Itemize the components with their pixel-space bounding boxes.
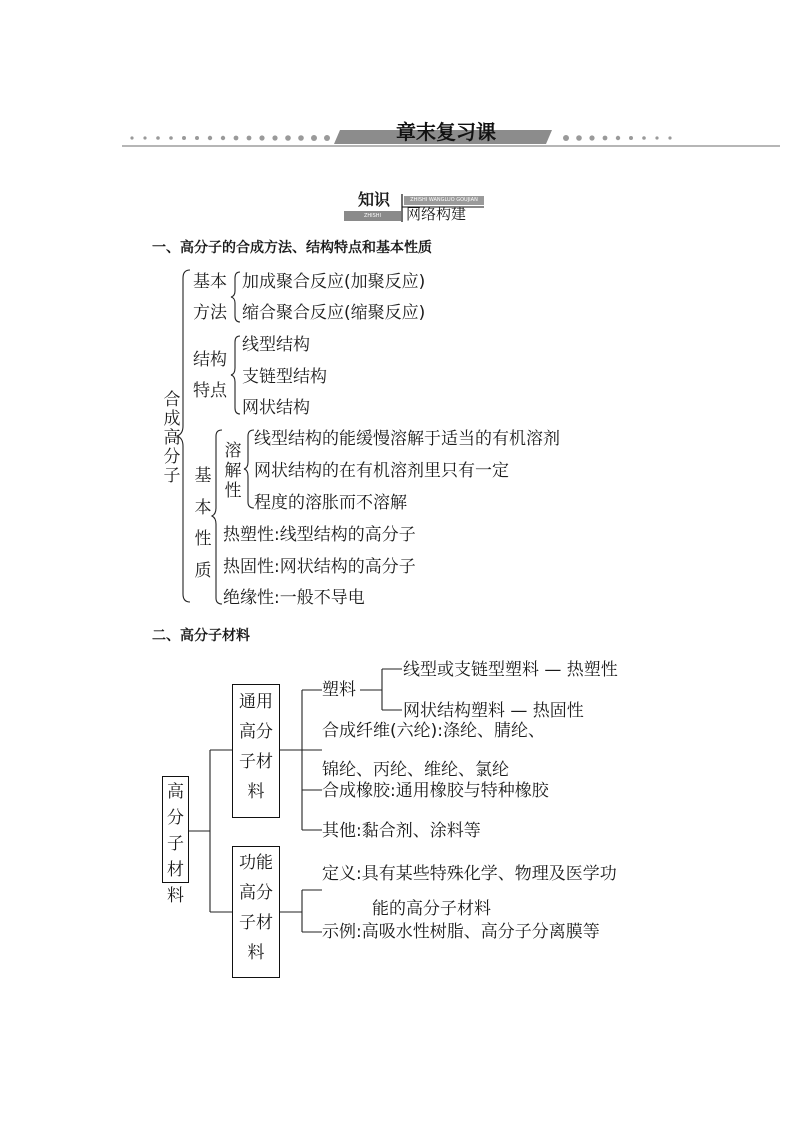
- polymer-materials-root: 高分子材料: [162, 776, 189, 883]
- rubber-item: 合成橡胶:通用橡胶与特种橡胶: [322, 781, 549, 801]
- structure-item: 线型结构: [242, 335, 310, 355]
- solubility-item: 网状结构的在有机溶剂里只有一定: [254, 461, 509, 481]
- definition-line1: 定义:具有某些特殊化学、物理及医学功: [322, 864, 617, 884]
- example-item: 示例:高吸水性树脂、高分子分离膜等: [322, 922, 600, 942]
- method-item: 缩合聚合反应(缩聚反应): [242, 303, 426, 323]
- structure-label-line2: 特点: [193, 381, 227, 401]
- solubility-label: 溶解性: [224, 441, 242, 501]
- property-item: 热固性:网状结构的高分子: [223, 557, 416, 577]
- method-item: 加成聚合反应(加聚反应): [242, 272, 426, 292]
- section1-heading: 一、高分子的合成方法、结构特点和基本性质: [152, 240, 432, 256]
- plastic-item: 线型或支链型塑料 — 热塑性: [403, 660, 618, 680]
- structure-item: 网状结构: [242, 398, 310, 418]
- fiber-line2: 锦纶、丙纶、维纶、氯纶: [322, 760, 509, 780]
- badge-main-text: 知识: [357, 190, 390, 209]
- general-polymer-box: 通用高分子材料: [232, 684, 280, 818]
- solubility-item: 线型结构的能缓慢溶解于适当的有机溶剂: [254, 429, 560, 449]
- section2-heading: 二、高分子材料: [152, 628, 250, 644]
- structure-label-line1: 结构: [193, 350, 227, 370]
- other-item: 其他:黏合剂、涂料等: [322, 821, 481, 841]
- definition-line2: 能的高分子材料: [372, 899, 491, 919]
- property-item: 绝缘性:一般不导电: [223, 588, 365, 608]
- structure-item: 支链型结构: [242, 367, 327, 387]
- solubility-item: 程度的溶胀而不溶解: [254, 493, 407, 513]
- plastic-label: 塑料: [322, 680, 356, 700]
- chapter-title: 章末复习课: [396, 120, 496, 144]
- methods-label-line2: 方法: [193, 303, 227, 323]
- functional-polymer-box: 功能高分子材料: [232, 846, 280, 978]
- badge-pinyin-top: ZHISHI WANGLUO GOUJIAN: [410, 197, 478, 203]
- properties-label: 基本性质: [194, 466, 212, 581]
- property-item: 热塑性:线型结构的高分子: [223, 525, 416, 545]
- methods-label-line1: 基本: [193, 272, 227, 292]
- badge-pinyin-bottom: ZHISHI: [363, 213, 382, 219]
- badge-sub-text: 网络构建: [406, 205, 467, 223]
- plastic-item: 网状结构塑料 — 热固性: [403, 701, 584, 721]
- fiber-line1: 合成纤维(六纶):涤纶、腈纶、: [322, 721, 545, 741]
- synthetic-polymer-root: 合成高分子: [163, 390, 181, 486]
